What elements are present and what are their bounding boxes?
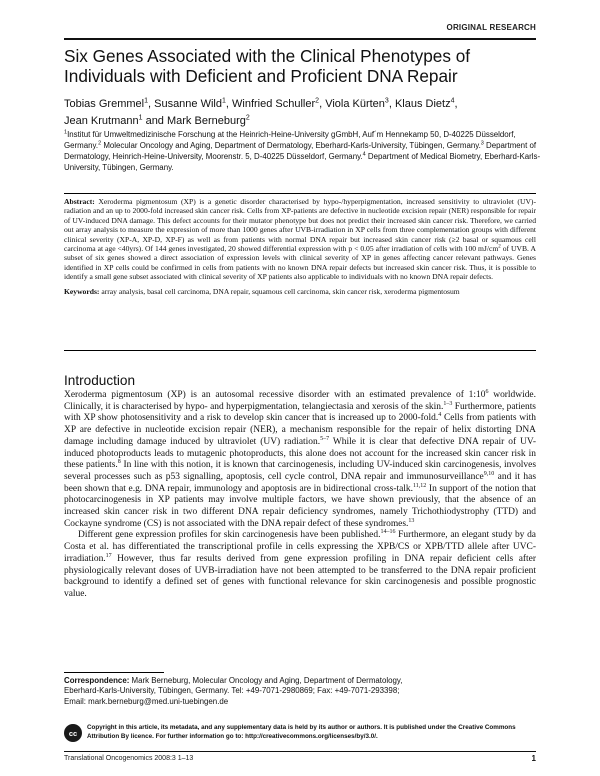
body-text-part: and it has been shown that e.g. DNA repair, immunology and apoptosis are in bidirectional cross-talk. <box>64 471 537 494</box>
author-affil-sup: 3 <box>384 97 389 105</box>
abstract-label: Abstract: <box>64 197 95 206</box>
correspondence-line: Mark Berneburg, Molecular Oncology and Aging, Department of Dermatology, <box>129 676 403 685</box>
citation-sup: 11,12 <box>413 482 427 489</box>
author-name: Tobias Gremmel <box>64 98 145 110</box>
license-text: Copyright in this article, its metadata, and any supplementary data is held by its author or authors. It is published under the Creative Commons Attribution By licence. For further information go to: http://creativecommons.org/licenses/by/3.0/. <box>87 724 516 740</box>
author-name: Winfried Schuller <box>232 98 316 110</box>
citation-sup: 8 <box>117 459 121 466</box>
body-text-part: While it is clear that defective DNA repair of UV-induced photoproducts leads to mutagenic photoproducts, this alone does not account for the increased skin cancer risk in these patients. <box>64 436 536 471</box>
section-label: ORIGINAL RESEARCH <box>446 23 536 32</box>
author-affil-sup: 2 <box>315 97 320 105</box>
author-name: Jean Krutmann <box>64 115 139 127</box>
affiliation: Department of Dermatology, Heinrich-Heine-University, Moorenstr. 5, D-40225 Düsseldorf, Germany. <box>64 140 537 161</box>
correspondence-line: Eberhard-Karls-University, Tübingen, Germany. Tel: +49-7071-2980869; Fax: +49-7071-293398; <box>64 686 400 696</box>
affil-sup: 3 <box>480 140 484 147</box>
citation-sup: 9,10 <box>483 470 495 477</box>
keywords-label: Keywords: <box>64 286 100 296</box>
body-text-part: In line with this notion, it is known that carcinogenesis, including UV-induced skin carcinogenesis, involves several processes such as p53 signalling, apoptosis, cell cycle control, DNA repair and immunosurveillance <box>64 460 536 482</box>
author-name: Klaus Dietz <box>394 98 451 110</box>
citation-sup: 5–7 <box>320 435 330 442</box>
body-text-part: Furthermore, an elegant study by da Costa et al. has differentiated the transcriptional profile in cells expressing the XPB/CS or XPB/TTD allele after UVC-irradiation. <box>64 530 536 564</box>
body-text-part: Furthermore, patients with XP show photosensitivity and a risk to develop skin cancer that is increased up to 2000-fold. <box>64 401 536 424</box>
body-paragraph <box>64 530 536 600</box>
keywords <box>64 287 536 296</box>
introduction-heading: Introduction <box>64 373 136 388</box>
affiliations <box>64 130 542 174</box>
citation-sup: 4 <box>438 412 442 419</box>
author-name: Susanne Wild <box>154 98 222 110</box>
abstract <box>64 197 536 282</box>
citation-sup: 14–16 <box>380 529 396 536</box>
body-text-part: Xeroderma pigmentosum (XP) is an autosomal recessive disorder with an estimated prevalence of 1:10 <box>64 390 486 400</box>
author-affil-sup: 1 <box>144 97 148 105</box>
author-affil-sup: 1 <box>138 114 143 122</box>
author-name: Mark Berneburg <box>166 115 246 127</box>
unit-superscript: 2 <box>498 244 501 250</box>
body-paragraph <box>64 390 536 530</box>
affil-sup: 1 <box>64 129 68 136</box>
citation-sup: 17 <box>105 552 112 559</box>
body-text-part: However, thus far results derived from gene expression profiling in DNA repair deficient cells after physiologically relevant doses of UVB-irradiation have not been attempted to be transferred to the DNA repair proficient background to identify a defined set of genes with functional relevance for skin carcinogenesis and possible prognostic value. <box>64 553 536 599</box>
correspondence-label: Correspondence: <box>64 676 130 685</box>
author-name: Viola Kürten <box>325 98 385 110</box>
body-text-part: worldwide. Clinically, it is characterised by hypo- and hyperpigmentation, telangiectasia and xerosis of the skin. <box>64 390 536 412</box>
correspondence-rule <box>64 672 164 673</box>
creative-commons-icon: cc <box>64 724 82 742</box>
affiliation: Molecular Oncology and Aging, Department of Dermatology, Eberhard-Karls-University, Tübingen, Germany. <box>101 140 481 150</box>
bottom-rule <box>64 751 536 752</box>
citation-sup: 1–3 <box>443 400 453 407</box>
author-affil-sup: 2 <box>245 114 250 122</box>
affil-sup: 4 <box>362 151 366 158</box>
citation-sup: 6 <box>485 388 489 395</box>
author-affil-sup: 4 <box>450 97 455 105</box>
author-affil-sup: 1 <box>221 97 226 105</box>
author-list: Tobias Gremmel$^1$, Susanne Wild$^1$, Winfried Schuller$^2$, Viola Kürten$^3$, Klaus Dietz$^4$, Jean Krutmann$^1$ and Mark Berneburg$^2$ <box>64 97 458 127</box>
introduction-body <box>64 390 536 601</box>
correspondence <box>64 676 534 707</box>
citation-sup: 13 <box>408 517 415 524</box>
journal-citation: Translational Oncogenomics 2008:3 1–13 <box>64 755 194 762</box>
page-number: 1 <box>531 754 536 763</box>
top-rule <box>64 38 536 40</box>
body-text-part: Different gene expression profiles for skin carcinogenesis have been published. <box>78 530 381 541</box>
keywords-list: array analysis, basal cell carcinoma, DNA repair, squamous cell carcinoma, skin cancer risk, xeroderma pigmentosum <box>99 286 460 296</box>
license-block <box>64 723 536 742</box>
abstract-box <box>64 193 536 351</box>
affiliation: Department of Medical Biometry, Eberhard-Karls-University, Tübingen, Germany. <box>64 151 541 172</box>
body-text-part: Cells from patients with XP are defective in nucleotide excision repair (NER), a mechanism responsible for the repair of helix distorting DNA damage including damage induced by ultraviolet (UV) radiation. <box>64 413 536 447</box>
correspondence-email: Email: mark.berneburg@med.uni-tuebingen.de <box>64 696 229 706</box>
abstract-text-part: Xeroderma pigmentosum (XP) is a genetic disorder characterised by hypo-/hyperpigmentation, increased sensitivity to ultraviolet (UV)-radiation and an up to 2000-fold increased skin cancer risk. Cells from XP-patients are defective in nucleotide excision repair (NER) responsible for repair of UV-induced DNA damage. This defect accounts for their mutator phenotype but does not predict their increased skin cancer risk. Therefore, we carried out array analysis to measure the expression of more than 1000 genes after UVB-irradiation in XP cells from three complementation groups with different clinical severity (XP-A, XP-D, XP-F) as well as from patients with normal DNA repair but increased skin cancer risk (≥2 basal or squamous cell carcinoma at age <40yrs). Of 144 genes investigated, 20 showed differential expression with p < 0.05 after irradiation of cells with 100 mJ/cm <box>64 197 536 254</box>
affil-sup: 2 <box>98 140 102 147</box>
article-title: Six Genes Associated with the Clinical Phenotypes of Individuals with Deficient and Proficient DNA Repair <box>64 46 471 86</box>
body-text-part: In support of the notion that photocarcinogenesis in XP patients may involve multiple factors, we have shown previously, that the absence of an increased skin cancer risk in two different DNA repair deficiency syndromes, namely Trichothiodystrophy (TTD) and Cockayne syndrome (CS) is not associated with the DNA repair defect of these syndromes. <box>64 483 536 529</box>
affiliation: Institut für Umweltmedizinische Forschung at the Heinrich-Heine-University gGmbH, Auf´m Hennekamp 50, D-40225 Düsseldorf, Germany. <box>64 130 516 150</box>
abstract-text-part: of UVB. A subset of six genes showed a direct association of expression levels with clinical severity of XP in genes affecting cancer relevant pathways. Genes identified in XP cells could be confirmed in cells from patients with no known DNA repair defects but increased skin cancer risk. Thus, it is possible to identify a small gene subset associated with clinical severity of XP patients also applicable to individuals with no known DNA repair defects. <box>64 244 536 282</box>
